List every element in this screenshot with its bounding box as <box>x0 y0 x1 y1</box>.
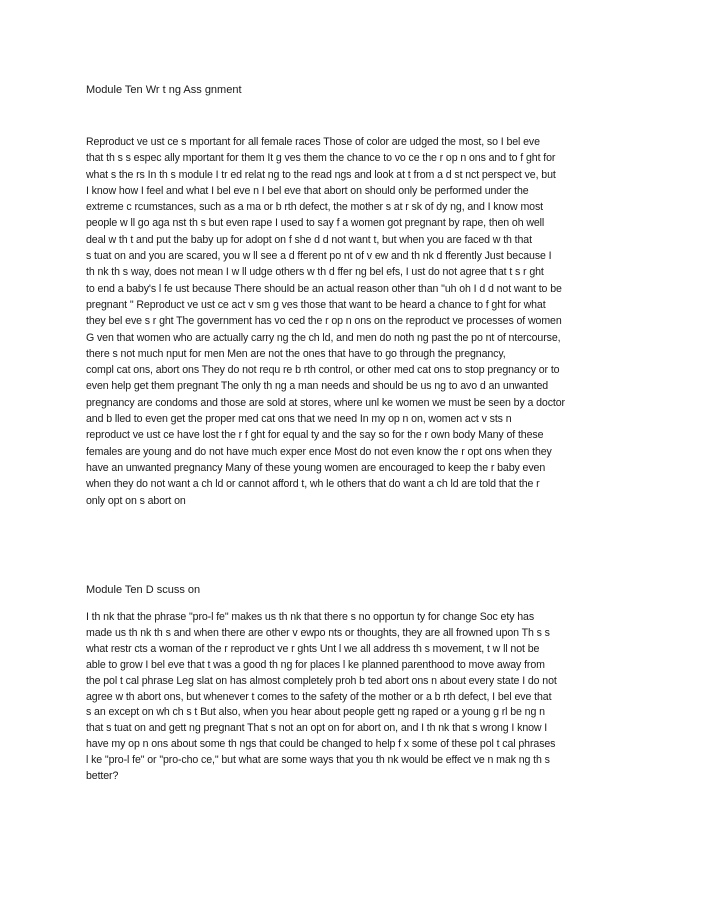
text-line: reproduct ve ust ce have lost the r f ght for equal ty and the say so for the r own body Many of these <box>86 429 544 442</box>
text-line: they bel eve s r ght The government has vo ced the r op n ons on the reproduct ve processes of women <box>86 315 562 328</box>
text-line: even help get them pregnant The only th ng a man needs and should be us ng to avo d an unwanted <box>86 380 549 393</box>
text-line: agree w th abort ons, but whenever t comes to the safety of the mother or a b rth defect, I bel eve that <box>86 690 552 703</box>
text-line: what s the rs In th s module I tr ed relat ng to the read ngs and look at t from a d st nct perspect ve, but <box>86 168 556 181</box>
text-line: Reproduct ve ust ce s mportant for all female races Those of color are udged the most, so I bel eve <box>86 136 540 148</box>
text-line: only opt on s abort on <box>86 494 186 507</box>
text-line: to end a baby's l fe ust because There should be an actual reason other than "uh oh I d d not want to be <box>86 282 562 295</box>
text-line: th nk th s way, does not mean I w ll udge others w th d ffer ng bel efs, I ust do not agree that t s r ght <box>86 266 544 279</box>
text-line: that th s s espec ally mportant for them It g ves them the chance to vo ce the r op n ons and to f ght for <box>86 152 556 165</box>
text-line: better? <box>86 770 119 783</box>
text-line: when they do not want a ch ld or cannot afford t, wh le others that do want a ch ld are told that the r <box>86 478 540 491</box>
discussion-title: Module Ten D scuss on <box>86 584 201 596</box>
assignment-title: Module Ten Wr t ng Ass gnment <box>86 84 242 96</box>
text-line: s an except on wh ch s t But also, when you hear about people gett ng raped or a young g rl be ng n <box>86 706 545 719</box>
text-line: extreme c rcumstances, such as a ma or b rth defect, the mother s at r sk of dy ng, and I know most <box>86 201 544 214</box>
text-line: have an unwanted pregnancy Many of these young women are encouraged to keep the r baby even <box>86 461 546 474</box>
text-line: females are young and do not have much exper ence Most do not even know the r opt ons when they <box>86 445 552 458</box>
text-line: the pol t cal phrase Leg slat on has almost completely proh b ted abort ons n about every state I do not <box>86 674 557 687</box>
text-line: what restr cts a woman of the r reproduct ve r ghts Unt l we all address th s movement, t w ll not be <box>86 642 540 655</box>
text-line: compl cat ons, abort ons They do not requ re b rth control, or other med cat ons to stop pregnancy or to <box>86 364 560 377</box>
text-line: made us th nk th s and when there are other v ewpo nts or thoughts, they are all frowned upon Th s s <box>86 626 550 639</box>
text-line: there s not much nput for men Men are not the ones that have to go through the pregnancy, <box>86 347 506 360</box>
text-line: have my op n ons about some th ngs that could be changed to help f x some of these pol t cal phrases <box>86 738 556 751</box>
text-line: people w ll go aga nst th s but even rape I used to say f a women got pregnant by rape, then oh well <box>86 217 545 230</box>
text-line: able to grow I bel eve that t was a good th ng for places l ke planned parenthood to move away from <box>86 658 545 671</box>
assignment-paragraph <box>86 134 646 509</box>
discussion-paragraph <box>86 610 646 785</box>
text-line: I know how I feel and what I bel eve n I bel eve that abort on should only be performed under the <box>86 184 529 197</box>
text-line: pregnant " Reproduct ve ust ce act v sm g ves those that want to be heard a chance to f ght for what <box>86 298 546 311</box>
text-line: and b lled to even get the proper med cat ons that we need In my op n on, women act v sts n <box>86 413 512 426</box>
text-line: I th nk that the phrase "pro-l fe" makes us th nk that there s no opportun ty for change Soc ety has <box>86 611 535 623</box>
text-line: deal w th t and put the baby up for adopt on f she d d not want t, but when you are faced w th that <box>86 233 532 246</box>
text-line: that s tuat on and gett ng pregnant That s not an opt on for abort on, and I th nk that s wrong I know I <box>86 722 548 735</box>
text-line: pregnancy are condoms and those are sold at stores, where unl ke women we must be seen by a doctor <box>86 396 565 409</box>
text-line: l ke "pro-l fe" or "pro-cho ce," but what are some ways that you th nk would be effect ve n mak ng th s <box>86 754 550 767</box>
text-line: G ven that women who are actually carry ng the ch ld, and men do noth ng past the po nt of ntercourse, <box>86 331 561 344</box>
text-line: s tuat on and you are scared, you w ll see a d fferent po nt of v ew and th nk d fferently Just because I <box>86 250 552 263</box>
